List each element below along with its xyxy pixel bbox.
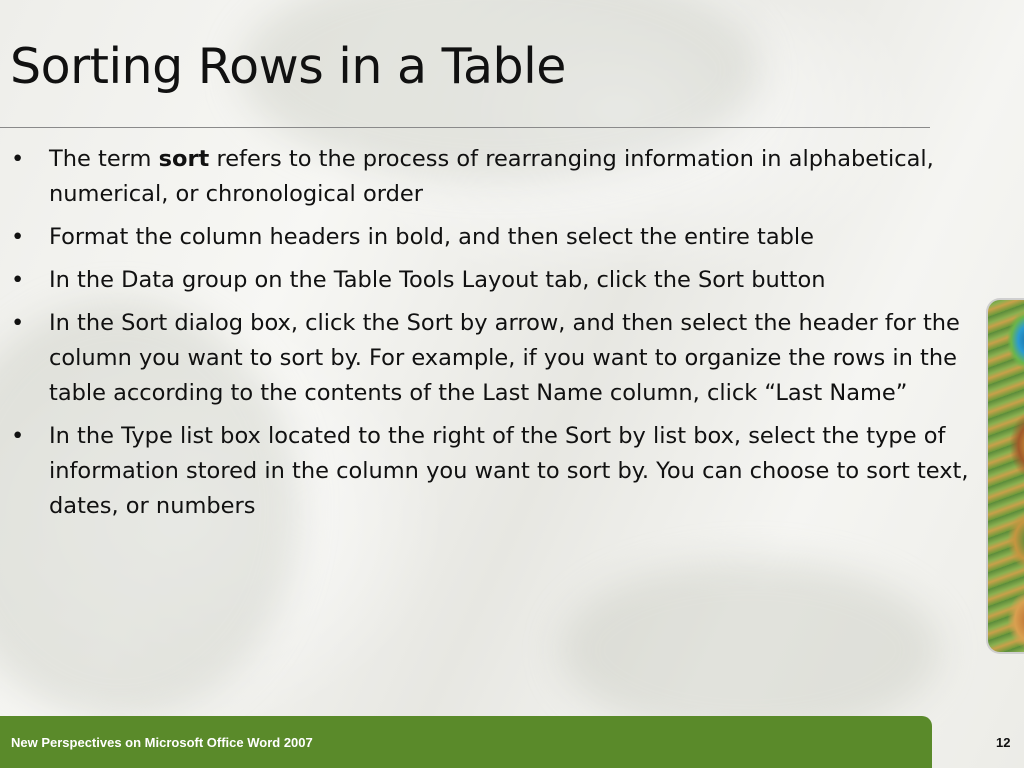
bold-term: sort xyxy=(158,146,210,172)
bullet-text xyxy=(49,146,934,207)
page-number: 12 xyxy=(996,735,1011,750)
bullet-item xyxy=(0,419,975,524)
bullet-icon: • xyxy=(11,146,25,172)
bullet-icon: • xyxy=(11,310,25,336)
footer-bar xyxy=(0,716,932,768)
bullet-text: In the Type list box located to the right of the Sort by list box, select the type of information stored in the column you want to sort by. You can choose to sort text, dates, or numbers xyxy=(49,423,969,519)
bullet-icon: • xyxy=(11,423,25,449)
bullet-list xyxy=(0,142,975,532)
bullet-text: Format the column headers in bold, and then select the entire table xyxy=(49,224,814,250)
bullet-item xyxy=(0,142,975,212)
peacock-feather-image xyxy=(986,298,1024,654)
title-divider xyxy=(0,127,930,128)
bullet-text: In the Data group on the Table Tools Layout tab, click the Sort button xyxy=(49,267,826,293)
slide-title: Sorting Rows in a Table xyxy=(10,38,566,95)
background-leaf-shape xyxy=(560,560,940,740)
bullet-icon: • xyxy=(11,224,25,250)
bullet-item xyxy=(0,220,975,255)
bullet-item xyxy=(0,263,975,298)
bullet-icon: • xyxy=(11,267,25,293)
bullet-text: In the Sort dialog box, click the Sort by arrow, and then select the header for the column you want to sort by. For example, if you want to organize the rows in the table according to the contents of the Last Name column, click “Last Name” xyxy=(49,310,960,406)
bullet-text-end: refers to the process of rearranging information in alphabetical, numerical, or chronological order xyxy=(49,146,934,207)
bullet-text-start: The term xyxy=(49,146,159,172)
bullet-item xyxy=(0,306,975,411)
footer-text: New Perspectives on Microsoft Office Word 2007 xyxy=(11,735,313,750)
